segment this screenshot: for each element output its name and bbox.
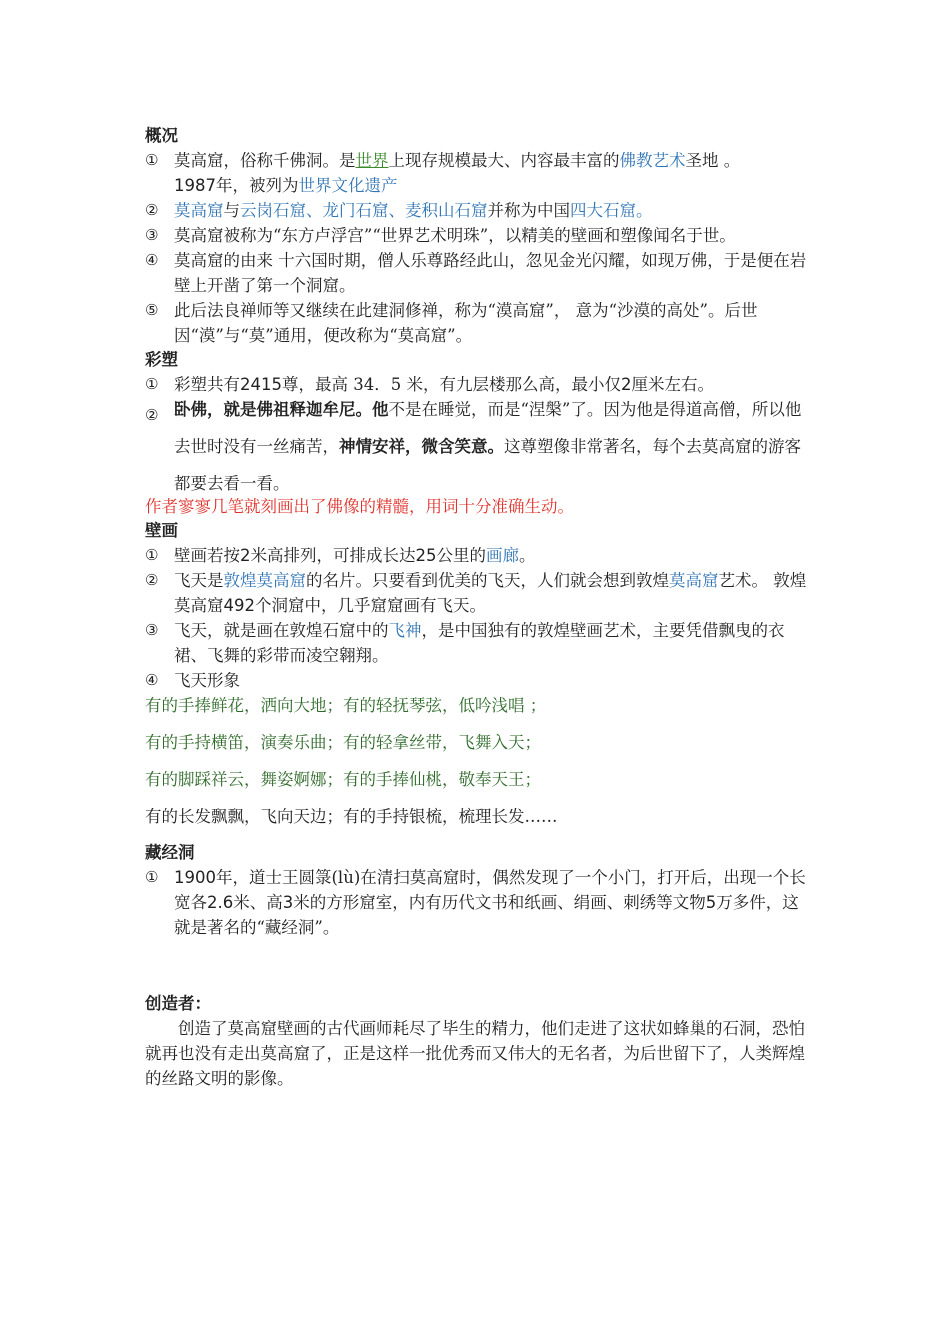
- link-world[interactable]: 世界: [355, 151, 389, 170]
- link-world-heritage[interactable]: 世界文化遗产: [298, 176, 398, 195]
- link-mogao-art[interactable]: 莫高窟: [669, 571, 719, 590]
- creators-paragraph: 创造了莫高窟壁画的古代画师耗尽了毕生的精力，他们走进了这状如蜂巢的石洞，恐怕就再也没有走出莫高窟了，正是这样一批优秀而又伟大的无名者，为后世留下了，人类辉煌的丝路文明的影像。: [145, 1019, 805, 1088]
- poem-line: 有的脚踩祥云，舞姿婀娜；有的手捧仙桃，敬奉天王；: [145, 770, 541, 789]
- list-item: ④ 飞天形象: [145, 668, 813, 693]
- poem-line: 有的长发飘飘，飞向天边；有的手持银梳，梳理长发……: [145, 807, 558, 826]
- list-item: ② 飞天是敦煌莫高窟的名片。只要看到优美的飞天，人们就会想到敦煌莫高窟艺术。 敦煌莫高窟492个洞窟中，几乎窟窟画有飞天。: [145, 568, 813, 618]
- item-number: ④: [145, 251, 159, 269]
- item-number: ①: [145, 375, 159, 393]
- item-number: ②: [145, 406, 159, 424]
- link-buddhist-art[interactable]: 佛教艺术: [619, 151, 686, 170]
- list-item: ③ 飞天，就是画在敦煌石窟中的飞神，是中国独有的敦煌壁画艺术，主要凭借飘曳的衣裙、飞舞的彩带而凌空翱翔。: [145, 618, 813, 668]
- list-item: ① 彩塑共有2415尊，最高 34．5 米，有九层楼那么高，最小仅2厘米左右。: [145, 372, 813, 397]
- poem-line: 有的手捧鲜花，洒向大地；有的轻抚琴弦，低吟浅唱 ；: [145, 696, 547, 715]
- link-gallery[interactable]: 画廊: [486, 546, 519, 565]
- link-flying-god[interactable]: 飞神: [388, 621, 422, 640]
- section-heading-sculpture: 彩塑: [145, 350, 178, 369]
- section-heading-overview: 概况: [145, 126, 178, 145]
- item-number: ①: [145, 546, 159, 564]
- document-page: [145, 124, 813, 1091]
- link-yungang[interactable]: 云岗石窟: [240, 201, 306, 220]
- item-number: ③: [145, 621, 159, 639]
- section-heading-murals: 壁画: [145, 521, 178, 540]
- item-number: ②: [145, 201, 159, 219]
- author-comment: 作者寥寥几笔就刻画出了佛像的精髓，用词十分准确生动。: [145, 497, 574, 516]
- list-item: ② 莫高窟与云岗石窟、龙门石窟、麦积山石窟并称为中国四大石窟。: [145, 198, 813, 223]
- list-item: ⑤ 此后法良禅师等又继续在此建洞修禅，称为“漠高窟”， 意为“沙漠的高处”。后世因“漠”与“莫”通用，便改称为“莫高窟”。: [145, 298, 813, 348]
- item-number: ①: [145, 151, 159, 169]
- list-item: ① 1900年，道士王圆箓(lù)在清扫莫高窟时，偶然发现了一个小门，打开后，出现一个长宽各2.6米、高3米的方形窟室，内有历代文书和纸画、绢画、刺绣等文物5万多件，这就是著名的“藏经洞”。: [145, 865, 813, 940]
- list-item: ① 莫高窟，俗称千佛洞。是世界上现存规模最大、内容最丰富的佛教艺术圣地 。 1987年，被列为世界文化遗产: [145, 148, 813, 198]
- link-dunhuang-mogao[interactable]: 敦煌莫高窟: [223, 571, 306, 590]
- item-number: ②: [145, 571, 159, 589]
- item-number: ⑤: [145, 301, 159, 319]
- link-longmen[interactable]: 龙门石窟: [322, 201, 389, 220]
- list-item: ① 壁画若按2米高排列，可排成长达25公里的画廊。: [145, 543, 813, 568]
- link-mogao[interactable]: 莫高窟: [174, 201, 224, 220]
- poem-line: 有的手持横笛，演奏乐曲；有的轻拿丝带，飞舞入天；: [145, 733, 541, 752]
- item-number: ④: [145, 671, 159, 689]
- section-heading-library-cave: 藏经洞: [145, 843, 195, 862]
- list-item: ③ 莫高窟被称为“东方卢浮宫”“世界艺术明珠”，以精美的壁画和塑像闻名于世。: [145, 223, 813, 248]
- link-four-grottoes[interactable]: 四大石窟: [570, 201, 636, 220]
- link-maijishan[interactable]: 麦积山石窟: [405, 201, 488, 220]
- item-number: ①: [145, 868, 159, 886]
- list-item: ② 卧佛，就是佛祖释迦牟尼。他不是在睡觉，而是“涅槃”了。因为他是得道高僧，所以他去世时没有一丝痛苦，神情安祥，微含笑意。这尊塑像非常著名，每个去莫高窟的游客都要去看一看。: [145, 391, 813, 502]
- list-item: ④ 莫高窟的由来 十六国时期，僧人乐尊路经此山，忽见金光闪耀，如现万佛，于是便在岩壁上开凿了第一个洞窟。: [145, 248, 813, 298]
- item-number: ③: [145, 226, 159, 244]
- section-heading-creators: 创造者：: [145, 994, 211, 1013]
